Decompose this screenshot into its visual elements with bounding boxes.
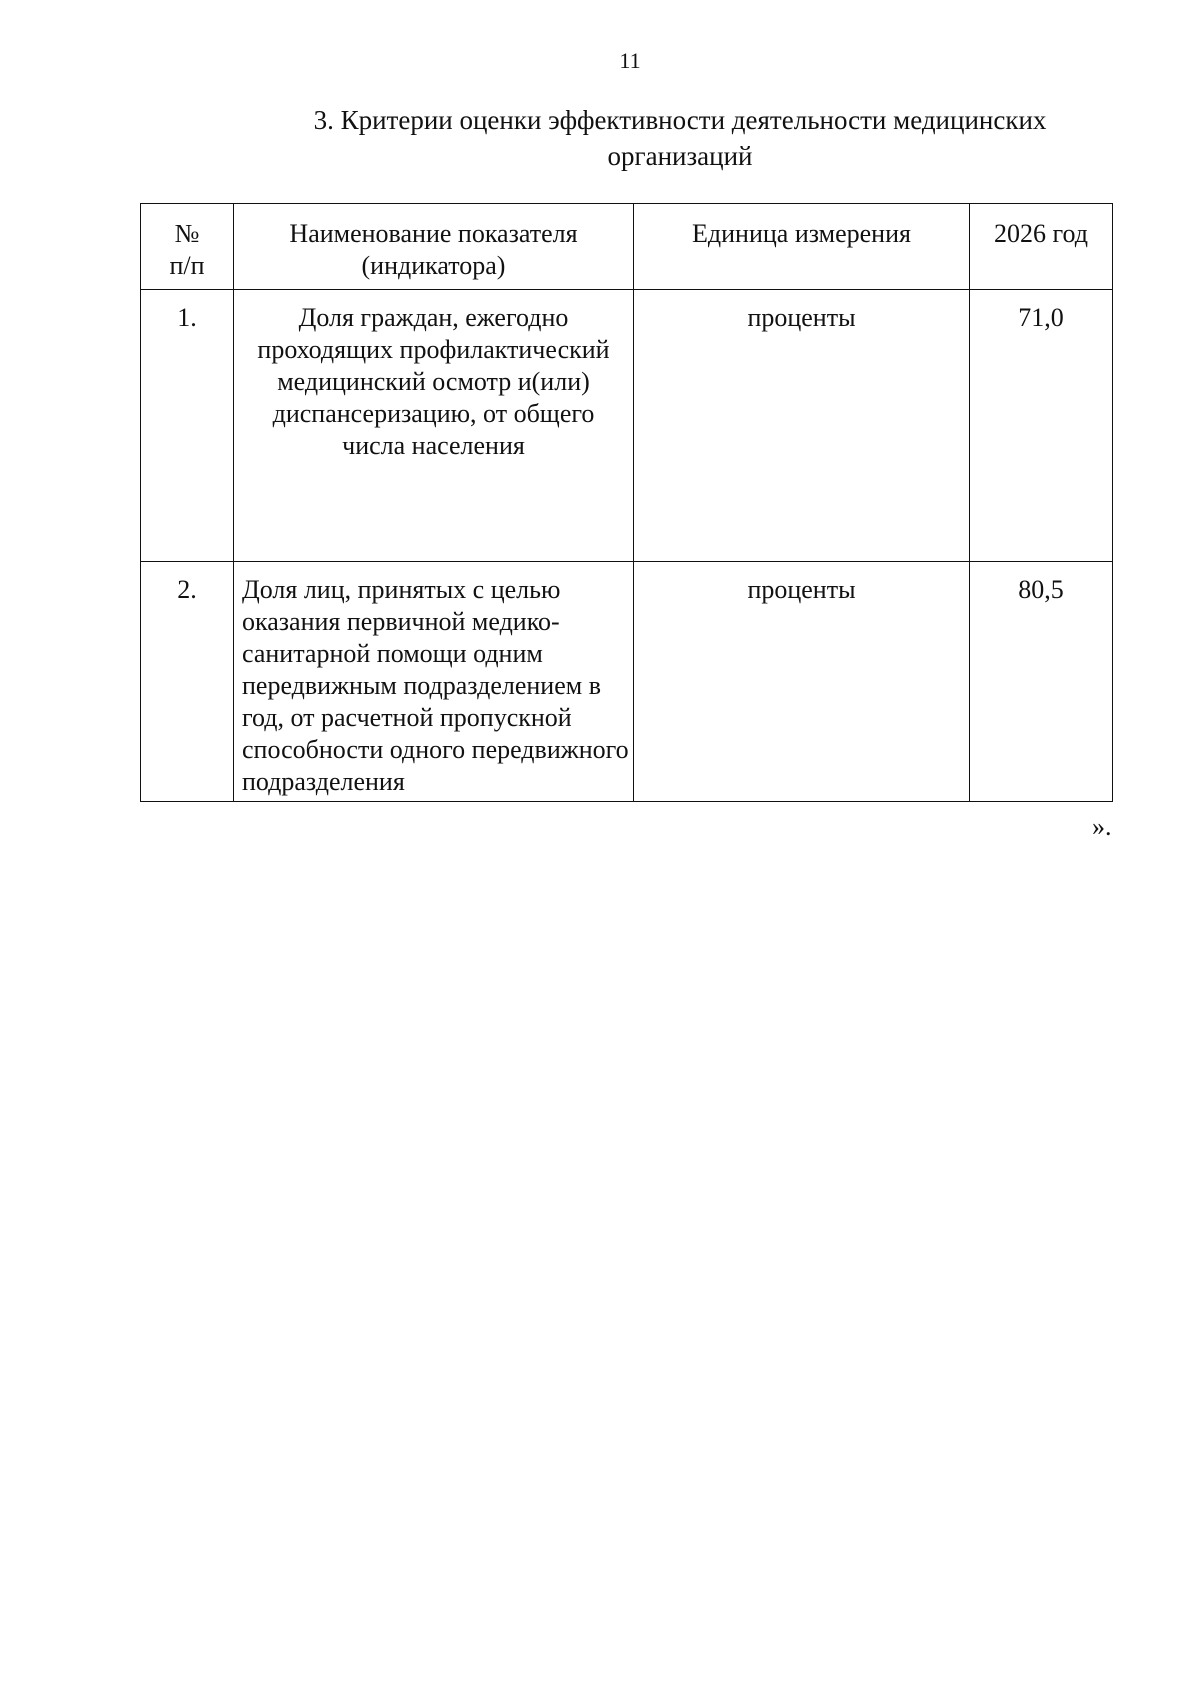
row-num: 1. (141, 290, 234, 562)
header-year: 2026 год (970, 204, 1113, 290)
row-value: 71,0 (970, 290, 1113, 562)
table-header-row (141, 204, 1113, 290)
table-row (141, 562, 1113, 802)
row-num: 2. (141, 562, 234, 802)
indicator-table (140, 203, 1113, 802)
header-name: Наименование показателя (индикатора) (234, 204, 634, 290)
row-unit: проценты (634, 290, 970, 562)
page-number: 11 (619, 48, 641, 73)
closing-quote: ». (1092, 812, 1112, 841)
header-num: № п/п (141, 204, 234, 290)
table-row (141, 290, 1113, 562)
section-title: 3. Критерии оценки эффективности деятельности медицинских организаций (313, 105, 1047, 171)
row-name: Доля лиц, принятых с целью оказания первичной медико-санитарной помощи одним передвижным подразделением в год, от расчетной пропускной способности одного передвижного подразделения (234, 562, 634, 802)
row-unit: проценты (634, 562, 970, 802)
header-unit: Единица измерения (634, 204, 970, 290)
row-value: 80,5 (970, 562, 1113, 802)
row-name: Доля граждан, ежегодно проходящих профилактический медицинский осмотр и(или) диспансеризацию, от общего числа населения (234, 290, 634, 562)
